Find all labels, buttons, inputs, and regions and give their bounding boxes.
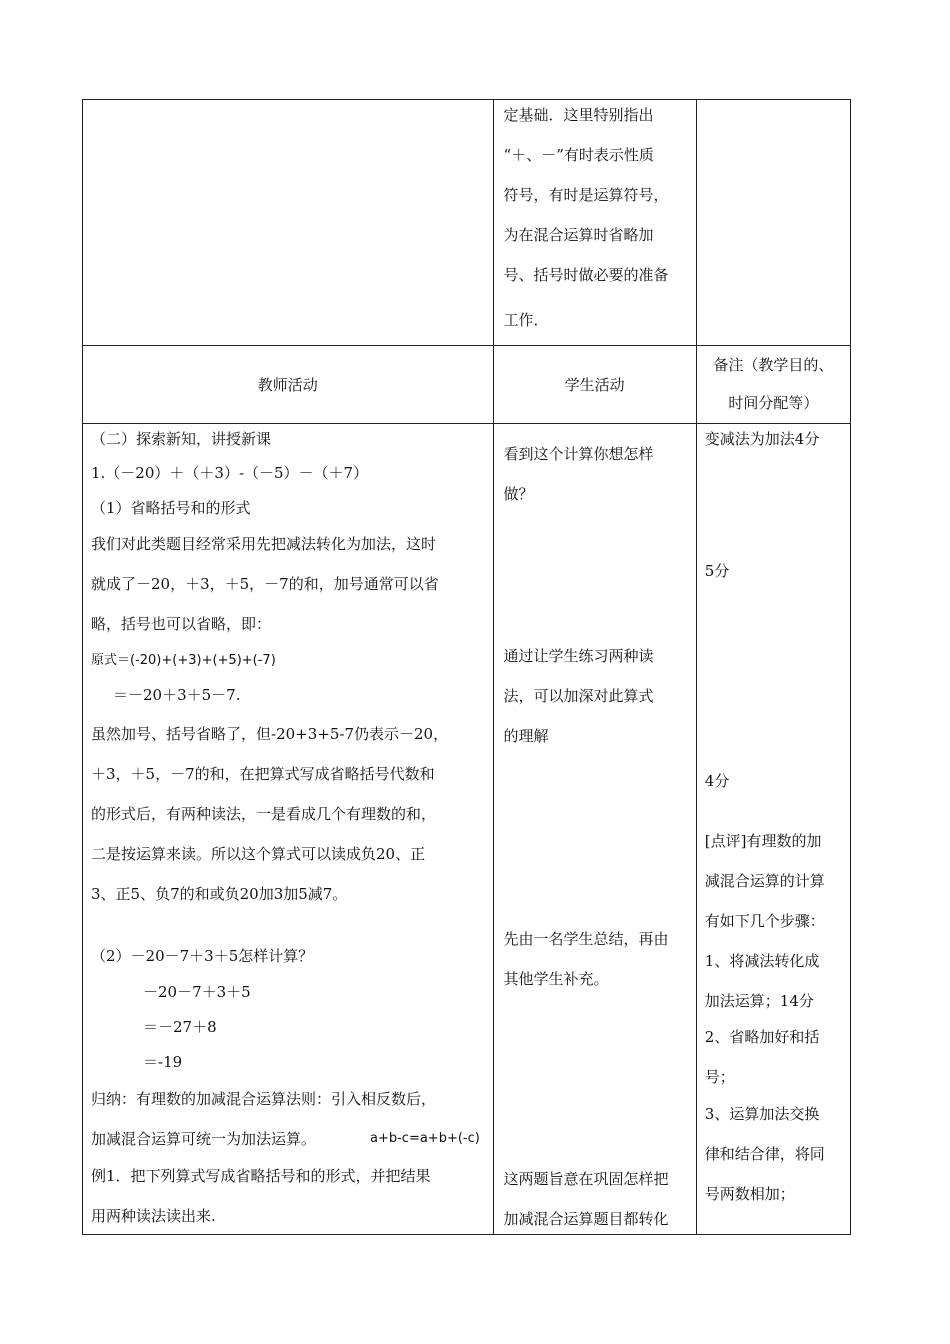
math-line: －20－7＋3＋5	[143, 983, 251, 1001]
text-line: 二是按运算来读。所以这个算式可以读成负20、正	[91, 845, 426, 863]
text-line: 用两种读法读出来.	[91, 1207, 216, 1225]
math-line: ＝－27＋8	[143, 1018, 217, 1036]
header-teacher	[83, 346, 494, 424]
text-line: （二）探索新知，讲授新课	[91, 430, 272, 448]
lesson-plan-table	[82, 99, 851, 1235]
text-line: ＋3，＋5，－7的和，在把算式写成省略括号代数和	[91, 765, 435, 783]
math-line: ＝-19	[143, 1053, 183, 1071]
text-line: 略，括号也可以省略，即：	[91, 615, 272, 633]
text-line: 1.（－20）＋（＋3）-（－5）－（＋7）	[91, 464, 369, 482]
text-line: 我们对此类题目经常采用先把减法转化为加法，这时	[91, 535, 437, 553]
text-line: 虽然加号、括号省略了，但-20+3+5-7仍表示－20，	[91, 725, 449, 743]
text-line: 归纳：有理数的加减混合运算法则：引入相反数后，	[91, 1090, 437, 1108]
text-line: 号、括号时做必要的准备	[503, 266, 669, 284]
text-line: 减混合运算的计算	[704, 872, 825, 890]
text-line: 有如下几个步骤：	[704, 912, 825, 930]
text-line: （1）省略括号和的形式	[91, 499, 251, 517]
text-line: 3、运算加法交换	[704, 1105, 820, 1123]
teacher-cell-top	[83, 100, 494, 346]
text-line: 的形式后，有两种读法，一是看成几个有理数的和，	[91, 805, 437, 823]
math-line: ＝－20＋3＋5－7.	[113, 686, 241, 704]
text-line: 号两数相加；	[704, 1185, 795, 1203]
text-line: 2、省略加好和括	[704, 1028, 820, 1046]
teacher-activity-cell	[83, 424, 494, 1235]
notes-cell-top	[696, 100, 850, 346]
text-line: 号；	[704, 1068, 735, 1086]
text-line: 例1．把下列算式写成省略括号和的形式，并把结果	[91, 1167, 431, 1185]
text-line: 法，可以加深对此算式	[503, 687, 654, 705]
text-line: 做？	[503, 485, 534, 503]
text-line: 加减混合运算可统一为加法运算。	[91, 1130, 317, 1148]
formula: a+b-c=a+b+(-c)	[370, 1131, 480, 1146]
text-line: 定基础．这里特别指出	[503, 106, 654, 124]
header-teacher-label: 教师活动	[257, 376, 318, 394]
header-notes-line2: 时间分配等）	[728, 393, 819, 412]
text-line: 其他学生补充。	[503, 970, 609, 988]
text-line: 就成了－20，＋3，＋5，－7的和，加号通常可以省	[91, 575, 439, 593]
header-notes-line1: 备注（教学目的、	[713, 355, 834, 374]
content-row	[83, 424, 851, 1235]
text-line: 的理解	[503, 727, 549, 745]
text-line: 4分	[704, 772, 730, 790]
student-cell-top	[493, 100, 696, 346]
header-student-label: 学生活动	[564, 376, 625, 394]
text-line: “＋、－”有时表示性质	[503, 146, 654, 164]
header-student	[493, 346, 696, 424]
text-line: 符号，有时是运算符号，	[503, 186, 669, 204]
text-line: （2）－20－7＋3＋5怎样计算？	[91, 947, 314, 965]
text-line: 加减混合运算题目都转化	[503, 1210, 669, 1228]
student-activity-cell	[493, 424, 696, 1235]
text-line: 5分	[704, 562, 730, 580]
text-line: 工作．	[503, 311, 549, 329]
header-row	[83, 346, 851, 424]
text-line: 加法运算；14分	[704, 992, 814, 1010]
text-line: 看到这个计算你想怎样	[503, 445, 654, 463]
text-line: 为在混合运算时省略加	[503, 226, 654, 244]
header-notes	[696, 346, 850, 424]
notes-cell	[696, 424, 850, 1235]
text-line: 变减法为加法4分	[704, 430, 820, 448]
text-line: 1、将减法转化成	[704, 952, 820, 970]
text-line: 律和结合律，将同	[704, 1145, 825, 1163]
text-line: 这两题旨意在巩固怎样把	[503, 1170, 669, 1188]
continuation-row	[83, 100, 851, 346]
text-line: 3、正5、负7的和或负20加3加5减7。	[91, 885, 348, 903]
text-line: 先由一名学生总结，再由	[503, 930, 669, 948]
text-line: 通过让学生练习两种读	[503, 647, 654, 665]
math-line: 原式＝(-20)+(+3)+(+5)+(-7)	[91, 653, 276, 668]
text-line: [点评]有理数的加	[704, 832, 822, 850]
